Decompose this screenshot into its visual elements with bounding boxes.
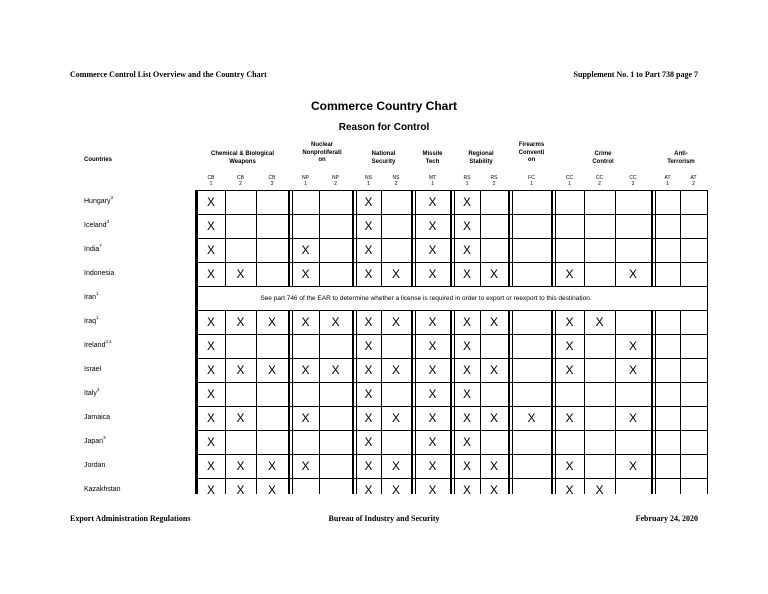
header-left: Commerce Control List Overview and the Country Chart: [70, 70, 267, 79]
control-mark: X: [391, 363, 400, 377]
control-mark: X: [364, 459, 373, 473]
control-mark: X: [628, 459, 637, 473]
control-mark: X: [565, 459, 574, 473]
grid-line: [195, 310, 708, 311]
control-mark: X: [236, 411, 245, 425]
control-mark: X: [489, 459, 498, 473]
footer-left: Export Administration Regulations: [70, 514, 191, 523]
grid-line: [195, 262, 708, 263]
control-mark: X: [391, 267, 400, 281]
country-name: [84, 462, 105, 469]
country-label: Japan: [84, 438, 104, 445]
control-mark: X: [565, 411, 574, 425]
column-code: NS 1: [365, 175, 372, 187]
control-mark: X: [565, 339, 574, 353]
control-mark: X: [565, 315, 574, 329]
control-mark: X: [489, 363, 498, 377]
control-mark: X: [428, 459, 437, 473]
footnote-ref: 3: [106, 219, 110, 224]
control-mark: X: [206, 243, 215, 257]
control-mark: X: [428, 243, 437, 257]
column-code: RS 1: [463, 175, 471, 187]
country-name: [84, 195, 113, 205]
header-right: Supplement No. 1 to Part 738 page 7: [573, 70, 698, 79]
control-mark: X: [462, 435, 471, 449]
control-mark: X: [595, 483, 604, 497]
grid-line: [512, 310, 513, 494]
control-mark: X: [462, 483, 471, 497]
control-mark: X: [364, 195, 373, 209]
grid-line: [195, 238, 708, 239]
country-name: [84, 387, 100, 397]
control-mark: X: [628, 411, 637, 425]
country-name: [84, 291, 99, 301]
column-code: RS 2: [490, 175, 498, 187]
control-mark: X: [428, 219, 437, 233]
control-mark: X: [206, 315, 215, 329]
control-mark: X: [428, 411, 437, 425]
control-mark: X: [462, 363, 471, 377]
control-mark: X: [489, 267, 498, 281]
country-label: Italy: [84, 390, 97, 397]
control-mark: X: [236, 483, 245, 497]
country-name: [84, 486, 121, 493]
grid-line: [195, 478, 708, 479]
control-mark: X: [489, 483, 498, 497]
grid-line: [195, 382, 708, 383]
group-header: National Security: [371, 151, 396, 165]
footnote-ref: 1: [96, 291, 99, 296]
footnote-ref: 3: [103, 435, 106, 440]
control-mark: X: [391, 483, 400, 497]
control-mark: X: [489, 411, 498, 425]
column-code: NP 2: [332, 175, 339, 187]
control-mark: X: [462, 459, 471, 473]
column-code: CC 2: [595, 175, 604, 187]
footnote-ref: 3,4: [105, 339, 112, 344]
grid-line: [509, 310, 510, 494]
control-mark: X: [428, 363, 437, 377]
grid-line: [655, 310, 656, 494]
column-code: NS 2: [392, 175, 400, 187]
control-mark: X: [462, 195, 471, 209]
control-mark: X: [364, 267, 373, 281]
grid-line: [195, 406, 708, 407]
control-mark: X: [364, 483, 373, 497]
control-mark: X: [462, 387, 471, 401]
grid-line: [195, 358, 708, 359]
country-label: Indonesia: [84, 270, 115, 277]
column-code: CB 2: [237, 175, 244, 187]
control-mark: X: [206, 339, 215, 353]
control-mark: X: [301, 243, 310, 257]
control-mark: X: [628, 363, 637, 377]
license-note: See part 746 of the EAR to determine whether a license is required in order to export or reexport to this destination.: [260, 295, 592, 302]
grid-line: [451, 310, 452, 494]
control-mark: X: [462, 411, 471, 425]
grid-line: [195, 286, 708, 287]
control-mark: X: [364, 315, 373, 329]
control-mark: X: [462, 315, 471, 329]
country-label: Hungary: [84, 198, 111, 205]
control-mark: X: [428, 195, 437, 209]
country-label: Iran: [84, 294, 97, 301]
grid-line: [289, 310, 290, 494]
control-mark: X: [206, 387, 215, 401]
control-mark: X: [428, 267, 437, 281]
control-mark: X: [428, 315, 437, 329]
country-label: Kazakhstan: [84, 486, 121, 493]
control-mark: X: [428, 339, 437, 353]
control-mark: X: [428, 435, 437, 449]
control-mark: X: [391, 459, 400, 473]
country-name: [84, 366, 101, 373]
control-mark: X: [527, 411, 536, 425]
grid-line: [195, 430, 708, 431]
grid-line: [552, 310, 553, 494]
control-mark: X: [364, 363, 373, 377]
control-mark: X: [364, 387, 373, 401]
control-mark: X: [364, 411, 373, 425]
control-mark: X: [206, 363, 215, 377]
control-mark: X: [267, 483, 276, 497]
footnote-ref: 3: [96, 387, 100, 392]
countries-header: Countries: [84, 157, 113, 163]
country-label: Ireland: [84, 342, 106, 349]
control-mark: X: [301, 459, 310, 473]
control-mark: X: [428, 387, 437, 401]
control-mark: X: [206, 435, 215, 449]
control-mark: X: [628, 267, 637, 281]
country-name: [84, 270, 114, 277]
grid-line: [195, 214, 708, 215]
column-code: MT 1: [428, 175, 437, 187]
control-mark: X: [236, 363, 245, 377]
column-code: CB 3: [268, 175, 276, 187]
chart-subtitle: Reason for Control: [338, 122, 430, 133]
column-code: NP 1: [302, 175, 309, 187]
footer-center: Bureau of Industry and Security: [328, 514, 440, 523]
control-mark: X: [331, 315, 340, 329]
control-mark: X: [206, 483, 215, 497]
group-header: Crime Control: [592, 151, 614, 165]
grid-line: [195, 454, 708, 455]
country-label: Jordan: [84, 462, 106, 469]
control-mark: X: [206, 267, 215, 281]
grid-line: [412, 310, 413, 494]
country-name: [84, 414, 110, 421]
control-mark: X: [462, 219, 471, 233]
control-mark: X: [595, 315, 604, 329]
control-mark: X: [364, 435, 373, 449]
control-mark: X: [301, 411, 310, 425]
control-mark: X: [391, 315, 400, 329]
control-mark: X: [462, 243, 471, 257]
country-label: Jamaica: [84, 414, 111, 421]
column-code: CC 1: [565, 175, 574, 187]
grid-line: [584, 310, 585, 494]
grid-line: [319, 310, 320, 494]
control-mark: X: [206, 459, 215, 473]
grid-line: [707, 190, 708, 494]
control-mark: X: [301, 363, 310, 377]
group-header: Missile Tech: [422, 151, 443, 165]
control-mark: X: [331, 363, 340, 377]
country-name: [84, 219, 110, 229]
group-header: Firearms Conventi on: [518, 142, 545, 163]
control-mark: X: [364, 339, 373, 353]
control-mark: X: [428, 483, 437, 497]
group-header: Nuclear Nonproliferati on: [302, 142, 342, 163]
control-mark: X: [565, 483, 574, 497]
control-mark: X: [206, 195, 215, 209]
country-label: Israel: [84, 366, 102, 373]
country-name: [84, 435, 106, 445]
control-mark: X: [236, 459, 245, 473]
country-name: [84, 339, 112, 349]
country-label: Iraq: [84, 318, 97, 325]
country-name: [84, 243, 102, 253]
footnote-ref: 1: [96, 315, 99, 320]
grid-line: [652, 310, 653, 494]
control-mark: X: [565, 267, 574, 281]
column-code: CC 3: [629, 175, 637, 187]
control-mark: X: [364, 219, 373, 233]
control-mark: X: [267, 459, 276, 473]
control-mark: X: [267, 315, 276, 329]
grid-line: [680, 310, 681, 494]
column-code: AT 1: [664, 175, 671, 187]
control-mark: X: [462, 267, 471, 281]
column-code: AT 2: [690, 175, 697, 187]
control-mark: X: [462, 339, 471, 353]
control-mark: X: [565, 363, 574, 377]
grid-line: [195, 190, 708, 191]
chart-title: Commerce Country Chart: [310, 99, 458, 113]
country-name: [84, 315, 99, 325]
column-code: FC 1: [528, 175, 535, 187]
control-mark: X: [301, 267, 310, 281]
footer-right: February 24, 2020: [635, 514, 698, 523]
control-mark: X: [206, 411, 215, 425]
column-code: CB 1: [207, 175, 215, 187]
footnote-ref: 7: [99, 243, 102, 248]
grid-line: [195, 334, 708, 335]
control-mark: X: [628, 339, 637, 353]
control-mark: X: [301, 315, 310, 329]
control-mark: X: [267, 363, 276, 377]
control-mark: X: [489, 315, 498, 329]
country-label: India: [84, 246, 100, 253]
control-mark: X: [206, 219, 215, 233]
control-mark: X: [364, 243, 373, 257]
country-label: Iceland: [84, 222, 107, 229]
group-header: Anti- Terrorism: [667, 151, 695, 165]
group-header: Chemical & Biological Weapons: [210, 151, 274, 165]
control-mark: X: [236, 267, 245, 281]
footnote-ref: 3: [110, 195, 113, 200]
group-header: Regional Stability: [468, 151, 494, 165]
control-mark: X: [391, 411, 400, 425]
grid-line: [353, 310, 354, 494]
control-mark: X: [236, 315, 245, 329]
